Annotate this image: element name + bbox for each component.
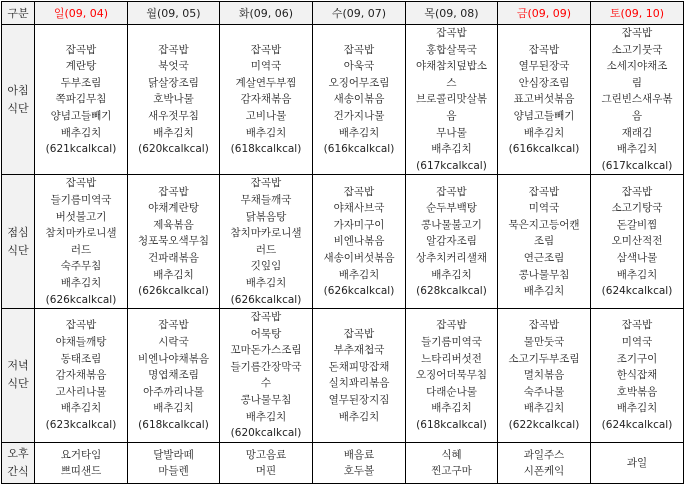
menu-item: 비엔나야채볶음 [137,352,209,365]
menu-item: 돈채피망잡채 [328,360,390,373]
menu-item: (626kcalkcal) [230,293,302,306]
menu-item: 잡곡밥 [621,185,653,198]
meal-label-line: 저녁 [7,359,29,373]
menu-item: 과일 [626,456,648,469]
menu-cell [498,175,591,309]
menu-item: 시폰케익 [523,464,565,477]
menu-item: 망고음료 [245,448,287,461]
menu-item: 감자채볶음 [240,93,292,106]
meal-label-line: 아침 [7,83,29,97]
menu-item: 닭살장조림 [148,76,199,89]
menu-item: (624kcalkcal) [601,285,673,298]
menu-item: 양념고들빼기 [50,109,112,122]
menu-item: 림 [631,76,643,89]
meal-label-snack [2,442,35,483]
menu-cell [591,175,684,309]
day-header-wednesday: 수(09, 07) [313,2,406,25]
menu-item: (621kcalkcal) [45,143,117,156]
menu-item: 소고기두부조림 [508,352,580,365]
menu-item: 달발라떼 [153,448,194,461]
menu-item: 호박볶음 [616,385,658,398]
menu-item: (622kcalkcal) [508,418,580,431]
menu-item: 배추김치 [245,410,287,423]
menu-item: 숙주무침 [60,260,102,273]
menu-item: (618kcalkcal) [138,418,209,431]
day-header-saturday: 토(09, 10) [591,2,684,25]
menu-item: 미역국 [621,335,653,348]
menu-item: 잡곡밥 [158,185,189,198]
menu-item: 잡곡밥 [436,185,467,198]
menu-item: 새송이버섯볶음 [323,252,395,265]
menu-item: 배추김치 [431,268,472,281]
menu-item: 묵은지고등어캔 [508,218,580,231]
menu-item: 알감자조림 [426,235,477,248]
menu-item: 러드 [255,243,277,256]
menu-item: 잡곡밥 [528,319,560,332]
menu-cell [220,175,313,309]
menu-item: 삼색나물 [616,252,658,265]
menu-item: 야채들깨탕 [55,335,107,348]
menu-item: (617kcalkcal) [601,159,673,172]
menu-item: 두부조림 [60,76,102,89]
menu-item: 고비나물 [245,109,287,122]
menu-item: 잡곡밥 [343,43,375,56]
menu-item: 찐고구마 [431,464,472,477]
menu-cell [220,25,313,175]
menu-item: 물만둣국 [523,335,565,348]
menu-item: (624kcalkcal) [601,418,673,431]
menu-item: 잡곡밥 [250,177,282,190]
menu-cell [406,25,498,175]
menu-item: 열무된장지짐 [328,394,390,407]
menu-item: 머핀 [255,464,277,477]
menu-item: 상추치커리샐채 [415,252,487,265]
meal-label-breakfast [2,25,35,175]
menu-item: 잡곡밥 [343,327,375,340]
menu-item: 재래김 [621,126,653,139]
menu-item: 배추김치 [60,276,102,289]
meal-label-line: 식단 [7,377,29,391]
menu-item: 오징어더묵무침 [415,369,487,382]
menu-item: 소고기뭇국 [611,43,663,56]
lunch-row [2,175,684,309]
menu-item: 안심장조림 [518,76,570,89]
meal-label-line: 식단 [7,101,29,115]
menu-item: 배추김치 [60,126,102,139]
menu-item: 잡곡밥 [250,43,282,56]
menu-cell [220,309,313,443]
menu-item: 잡곡밥 [436,27,467,39]
menu-item: (626kcalkcal) [45,293,117,306]
menu-item: 배추김치 [616,143,658,156]
day-header-tuesday: 화(09, 06) [220,2,313,25]
menu-item: 소세지야채조 [606,60,668,73]
menu-item: 닭볶음탕 [245,210,287,223]
menu-item: 콩나물불고기 [421,218,482,231]
menu-item: (616kcalkcal) [508,143,580,156]
menu-item: 버섯불고기 [55,210,107,223]
menu-item: 무나물 [436,126,467,139]
menu-item: (618kcalkcal) [230,143,302,156]
menu-item: 열무된장국 [518,60,570,73]
menu-item: 배추김치 [616,268,658,281]
menu-item: 아주까리나물 [143,385,204,398]
menu-item: 북엇국 [158,60,189,73]
menu-item: 잡곡밥 [436,319,467,332]
menu-item: 배추김치 [153,268,194,281]
menu-item: 실치꽈리볶음 [328,377,390,390]
day-header-sunday: 일(09, 04) [35,2,128,25]
menu-item: 계살연두부찜 [235,76,297,89]
menu-item: 배추김치 [153,402,194,415]
weekly-meal-table [1,1,684,484]
meal-label-dinner [2,309,35,443]
menu-item: 멸치볶음 [523,369,565,382]
menu-item: (626kcalkcal) [138,285,209,298]
menu-item: 러드 [70,243,92,256]
menu-cell [313,25,406,175]
snack-cell [406,442,498,483]
menu-item: 느타리버섯전 [421,352,482,365]
menu-item: (628kcalkcal) [416,285,487,298]
menu-item: 깃잎임 [250,260,282,273]
menu-item: 배추김치 [431,402,472,415]
snack-row [2,442,684,483]
menu-item: 음 [446,109,457,122]
menu-item: 조림 [533,235,555,248]
menu-item: 제육볶음 [153,218,194,231]
menu-cell [128,309,220,443]
menu-item: 들기름미역국 [50,193,112,206]
menu-item: 아욱국 [343,60,375,73]
menu-item: 과일주스 [523,448,565,461]
menu-item: 잡곡밥 [528,185,560,198]
menu-item: 배추김치 [523,126,565,139]
menu-item: 동태조림 [60,352,102,365]
menu-item: 배추김치 [431,143,472,156]
menu-item: 꼬마돈가스조림 [230,344,302,357]
menu-cell [35,175,128,309]
menu-item: 소고기탕국 [611,202,663,215]
menu-item: 잡곡밥 [158,43,189,56]
menu-item: 브로콜리맛살볶 [415,93,487,106]
menu-item: 호박나물 [153,93,194,106]
menu-item: 새송이볶음 [333,93,385,106]
snack-cell [35,442,128,483]
meal-label-line: 간식 [7,464,29,478]
menu-item: 돈갈비찜 [616,218,658,231]
menu-item: 콩나물무침 [518,268,570,281]
menu-item: 야채계란탕 [148,202,199,215]
menu-item: 잡곡밥 [65,319,97,332]
menu-item: 배추김치 [338,126,380,139]
menu-item: 배추김치 [616,402,658,415]
menu-item: 다래순나물 [426,385,477,398]
menu-item: 잡곡밥 [621,319,653,332]
menu-item: 한식잡채 [616,369,658,382]
menu-item: 콩나물무침 [240,394,292,407]
menu-item: 들기름간장막국 [230,360,302,373]
snack-cell [220,442,313,483]
menu-item: 홍합살묵국 [426,43,477,56]
menu-item: 참치마카로니샐 [45,227,117,240]
menu-item: 표고버섯볶음 [513,93,575,106]
menu-item: 시락국 [158,335,189,348]
snack-cell [498,442,591,483]
menu-item: 쁘띠샌드 [60,464,102,477]
menu-item: 배추김치 [245,276,287,289]
menu-cell [128,25,220,175]
menu-item: 양념고들빼기 [513,109,575,122]
menu-item: 음 [631,109,643,122]
menu-item: 잡곡밥 [65,177,97,190]
menu-item: 비엔나볶음 [333,235,385,248]
menu-cell [591,309,684,443]
menu-item: 조기구이 [616,352,658,365]
menu-item: 무채들깨국 [240,193,292,206]
menu-cell [313,175,406,309]
menu-item: 배추김치 [523,402,565,415]
menu-item: 건가지나물 [333,109,385,122]
menu-item: 배추김치 [338,268,380,281]
menu-cell [498,25,591,175]
menu-cell [35,309,128,443]
menu-cell [498,309,591,443]
menu-item: 잡곡밥 [621,27,653,39]
corner-header: 구분 [2,2,35,25]
menu-item: 부추재첩국 [333,344,385,357]
menu-item: 어묵탕 [250,327,282,340]
menu-cell [406,309,498,443]
menu-item: 들기름미역국 [421,335,482,348]
menu-item: 잡곡밥 [65,43,97,56]
dinner-row [2,309,684,443]
menu-item: 쪽파김무침 [55,93,107,106]
menu-item: 스 [446,76,457,89]
menu-item: 수 [260,377,272,390]
menu-item: 야채사브국 [333,202,385,215]
meal-label-lunch [2,175,35,309]
meal-label-line: 점심 [7,225,29,239]
menu-item: 미역국 [250,60,282,73]
menu-item: 연근조림 [523,252,565,265]
day-header-monday: 월(09, 05) [128,2,220,25]
menu-item: 순두부백탕 [426,202,477,215]
menu-item: 배추김치 [338,410,380,423]
menu-item: 요거타임 [60,448,102,461]
snack-cell [128,442,220,483]
menu-item: 오미산적전 [611,235,663,248]
day-header-friday: 금(09, 09) [498,2,591,25]
snack-cell [591,442,684,483]
snack-cell [313,442,406,483]
menu-item: 야채참치덮밥소 [415,60,487,73]
menu-item: 마들렌 [158,464,189,477]
menu-cell [128,175,220,309]
menu-item: 고사리나물 [55,385,107,398]
menu-item: 배음료 [343,448,375,461]
menu-item: 잡곡밥 [528,43,560,56]
menu-item: 식혜 [441,448,462,461]
menu-item: (616kcalkcal) [323,143,395,156]
menu-item: 잡곡밥 [250,311,282,324]
menu-item: (620kcalkcal) [230,427,302,440]
menu-item: 명엽채조림 [148,369,199,382]
meal-label-line: 식단 [7,243,29,257]
menu-item: 잡곡밥 [158,319,189,332]
menu-item: 감자채볶음 [55,369,107,382]
menu-item: 호두볼 [343,464,375,477]
menu-cell [313,309,406,443]
day-header-thursday: 목(09, 08) [406,2,498,25]
menu-item: 참치마카로니샐 [230,227,302,240]
menu-item: 건파래볶음 [148,252,199,265]
menu-item: 배추김치 [60,402,102,415]
menu-item: 배추김치 [245,126,287,139]
menu-item: 새우젓무침 [148,109,199,122]
menu-item: (623kcalkcal) [45,418,117,431]
menu-item: 그린빈스새우볶 [601,93,673,106]
menu-cell [406,175,498,309]
menu-item: (620kcalkcal) [138,143,209,156]
menu-item: 가자미구이 [333,218,385,231]
menu-item: 청포묵오색무침 [137,235,209,248]
menu-item: 숙주나물 [523,385,565,398]
menu-item: 잡곡밥 [343,185,375,198]
meal-label-line: 오후 [7,446,29,460]
menu-item: 미역국 [528,202,560,215]
menu-item: (617kcalkcal) [416,159,487,172]
menu-item: 계란탕 [65,60,97,73]
menu-cell [35,25,128,175]
menu-item: 오징어무조림 [328,76,390,89]
menu-item: (626kcalkcal) [323,285,395,298]
menu-cell [591,25,684,175]
menu-item: 배추김치 [523,285,565,298]
breakfast-row [2,25,684,175]
menu-item: (618kcalkcal) [416,418,487,431]
menu-item: 배추김치 [153,126,194,139]
